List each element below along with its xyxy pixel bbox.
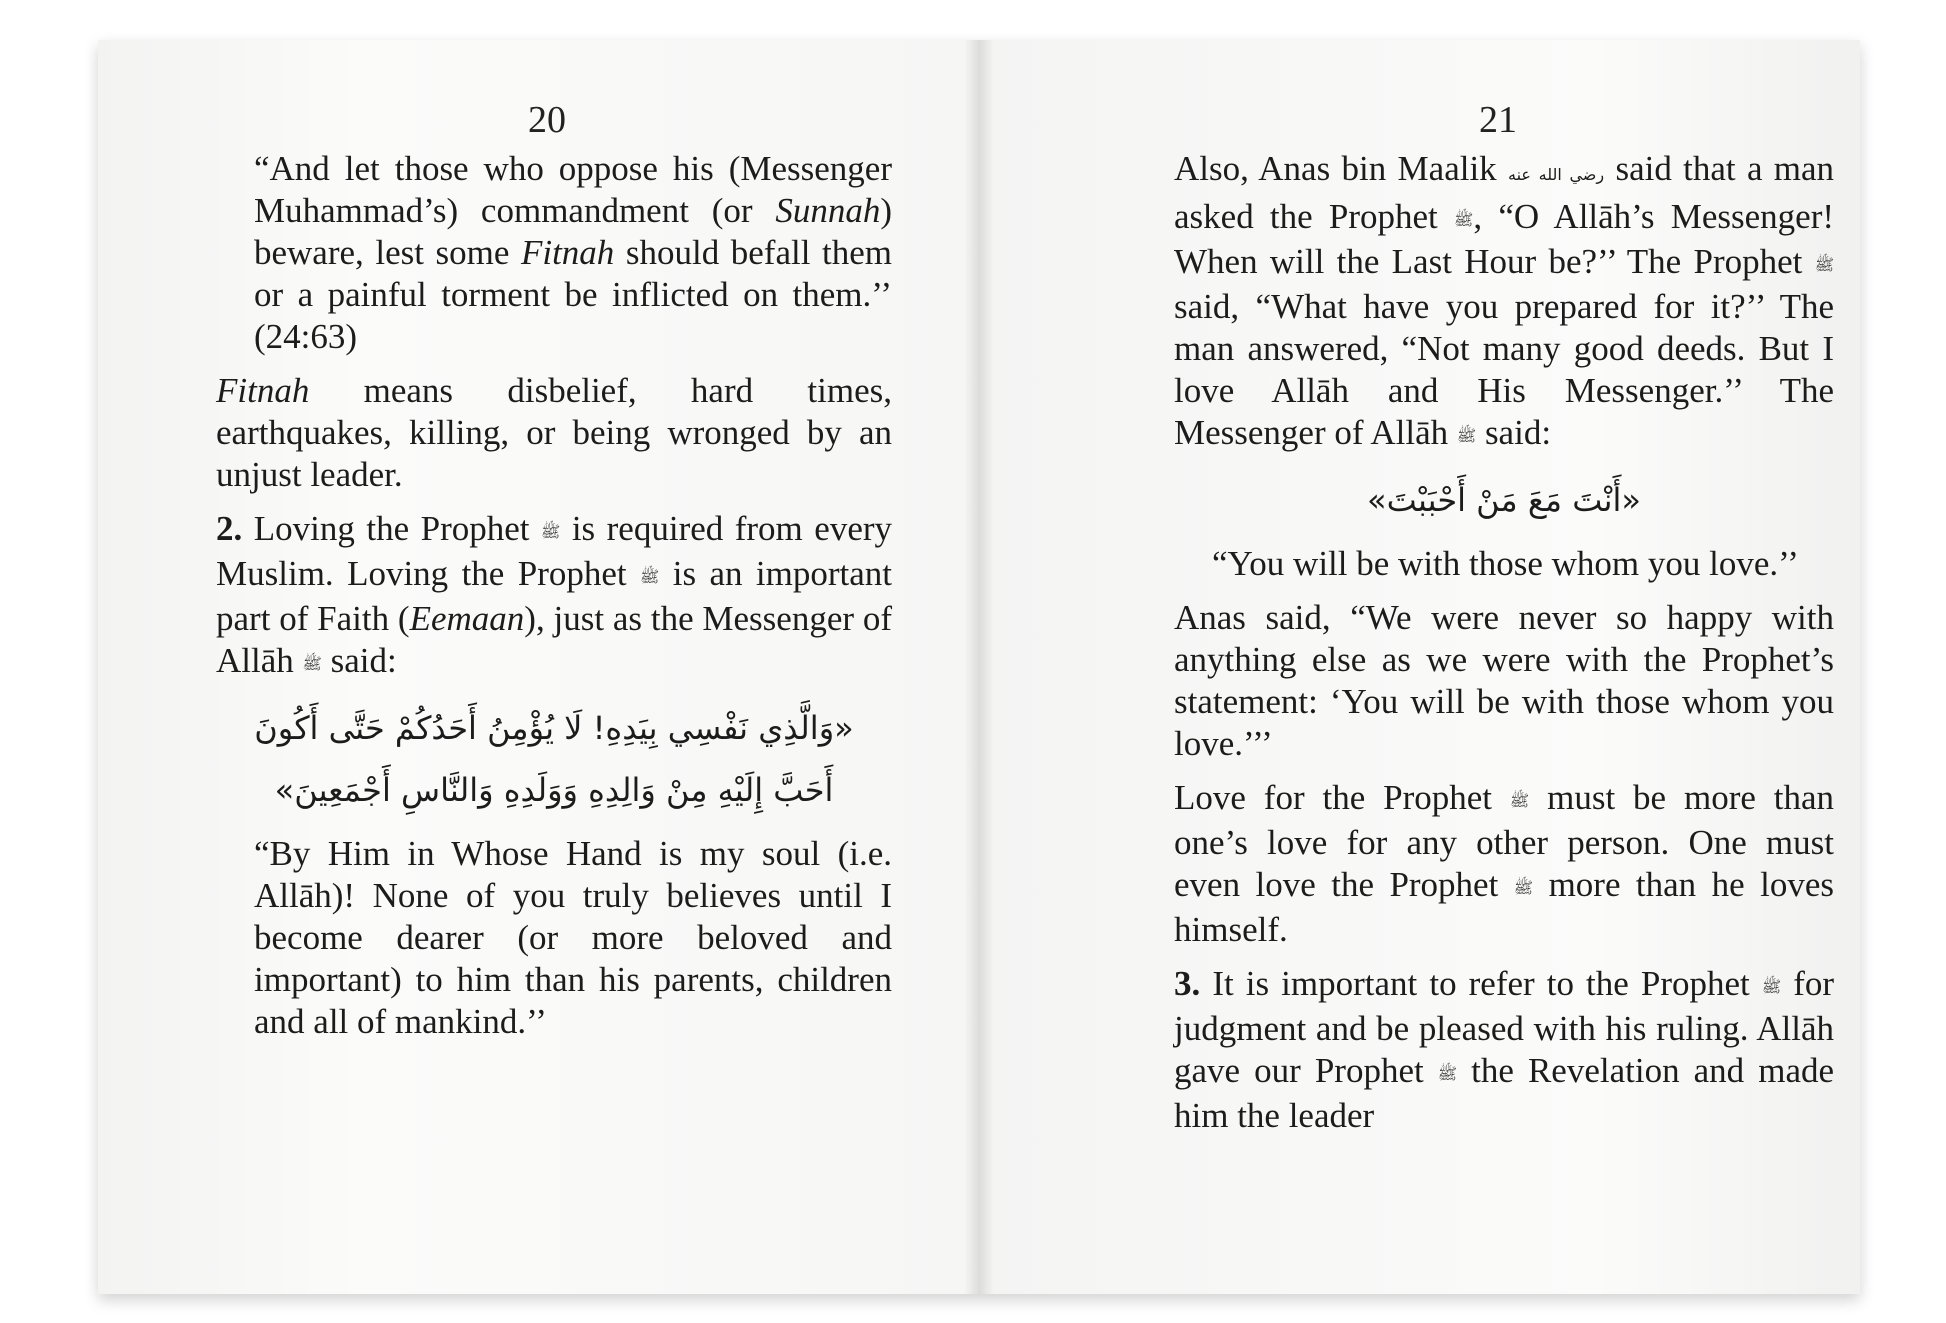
paragraph-judgment: 3. It is important to refer to the Prophet ﷺ for judgment and be pleased with his ruling. Allāh gave our Prophet ﷺ the Revelation and made him the leader [1174,963,1835,1135]
paragraph-anas: Also, Anas bin Maalik رضي الله عنه said that a man asked the Prophet ﷺ, “O Allāh’s Messenger! When will the Last Hour be?’’ The Prophet ﷺ said, “What have you prepared for it?’’ The man answered, “Not many good deeds. But I love Allāh and His Messenger.’’ The Messenger of Allāh ﷺ said: [1174,149,1835,452]
paragraph-love-prophet: Love for the Prophet ﷺ must be more than one’s love for any other person. One must even love the Prophet ﷺ more than he loves himself. [1174,777,1835,949]
hadith-translation: “By Him in Whose Hand is my soul (i.e. Allāh)! None of you truly believes until I become dearer (or more beloved and important) to him than his parents, children and all of mankind.’’ [254,833,892,1041]
salutation-icon: ﷺ [640,566,660,586]
salutation-icon: ﷺ [1454,209,1474,229]
open-book [98,40,1860,1294]
page-number: 20 [528,99,566,141]
paragraph-anas-said: Anas said, “We were never so happy with anything else as we were with the Prophet’s statement: ‘You will be with those whom you love.’’’ [1174,597,1834,763]
paragraph-fitnah: Fitnah means disbelief, hard times, earthquakes, killing, or being wronged by an unjust leader. [216,371,893,494]
salutation-icon: ﷺ [1761,976,1782,996]
arabic-hadith: «أَنْتَ مَعَ مَنْ أَحْبَبْتَ» [1367,480,1641,519]
salutation-icon: ﷺ [1437,1063,1458,1083]
salutation-icon: ﷺ [1456,425,1477,445]
salutation-icon: ﷺ [1513,877,1534,897]
arabic-hadith: «وَالَّذِي نَفْسِي بِيَدِهِ! لَا يُؤْمِنُ أَحَدُكُمْ حَتَّى أَكُونَ أَحَبَّ إِلَيْهِ مِنْ وَالِدِهِ وَوَلَدِهِ وَالنَّاسِ أَجْمَعِينَ» [254,708,854,809]
right-page [979,40,1860,1294]
page-number: 21 [1479,99,1517,141]
right-page-content [1174,148,1834,1149]
quran-quote: “And let those who oppose his (Messenger Muhammad’s) commandment (or Sunnah) beware, lest some Fitnah should befall them or a painful torment be inflicted on them.’’ (24:63) [254,149,892,356]
salutation-icon: ﷺ [1814,254,1835,274]
left-page-content [216,148,892,1055]
left-page [98,40,979,1294]
hadith-translation: “You will be with those whom you love.’’ [1212,543,1799,583]
paragraph-loving-prophet: 2. Loving the Prophet ﷺ is required from every Muslim. Loving the Prophet ﷺ is an important part of Faith (Eemaan), just as the Messenger of Allāh ﷺ said: [216,509,893,680]
salutation-icon: ﷺ [1509,790,1530,810]
book-gutter [964,40,994,1294]
salutation-icon: ﷺ [302,653,322,673]
salutation-icon: ﷺ [540,521,561,541]
